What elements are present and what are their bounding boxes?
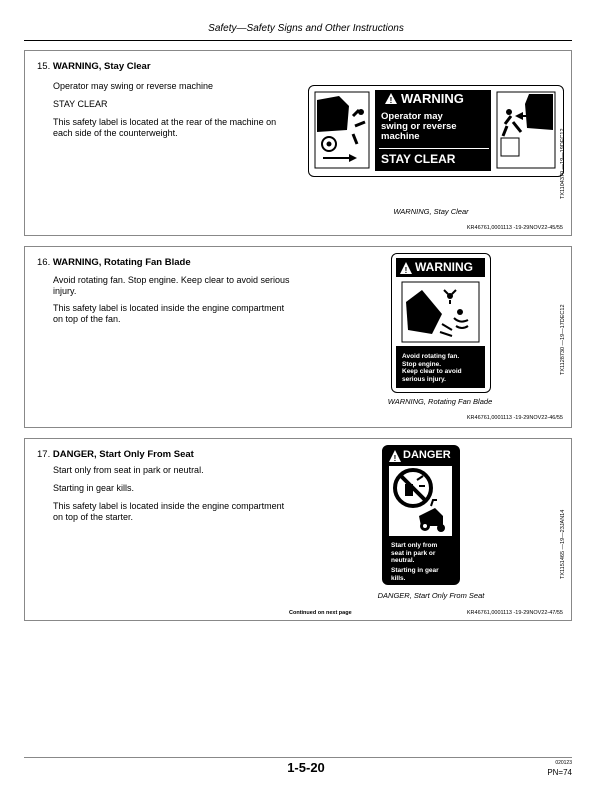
warning-rotating-fan-sign xyxy=(391,253,491,393)
section-paragraph: This safety label is located inside the engine compartment on top of the fan. xyxy=(53,303,285,324)
figure-code: TX1128730 —19—17DEC12 xyxy=(560,304,566,375)
section-number: 16. xyxy=(37,257,51,268)
page-header-title: Safety—Safety Signs and Other Instructions xyxy=(208,23,404,34)
section-heading xyxy=(37,61,151,72)
figure-caption: WARNING, Rotating Fan Blade xyxy=(387,397,493,406)
section-paragraph: Avoid rotating fan. Stop engine. Keep clear to avoid serious injury. xyxy=(53,275,290,296)
section-paragraph: Start only from seat in park or neutral. xyxy=(53,465,204,475)
svg-text:!: ! xyxy=(393,454,397,463)
section-danger-start-only-from-seat xyxy=(24,438,572,621)
section-heading xyxy=(37,257,191,268)
svg-text:!: ! xyxy=(404,266,408,275)
figure-code: TX1104370 —19—19DEC12 xyxy=(560,128,566,199)
section-paragraph: Starting in gear kills. xyxy=(53,483,135,493)
figure-caption: DANGER, Start Only From Seat xyxy=(377,591,485,600)
continued-note: Continued on next page xyxy=(289,610,352,616)
section-number: 17. xyxy=(37,449,51,460)
section-paragraph: This safety label is located inside the engine compartment on top of the starter. xyxy=(53,501,285,522)
sign-divider xyxy=(379,148,489,149)
header-rule xyxy=(24,40,572,41)
section-warning-rotating-fan xyxy=(24,246,572,428)
sign-line: kills. xyxy=(391,574,406,582)
page-number: 1-5-20 xyxy=(287,760,325,775)
sign-line: Start only from xyxy=(391,542,438,549)
section-title: WARNING, Stay Clear xyxy=(52,61,151,72)
section-paragraph: This safety label is located at the rear of the machine on each side of the counterweight. xyxy=(53,117,277,138)
section-paragraph: STAY CLEAR xyxy=(53,99,108,109)
svg-text:!: ! xyxy=(389,96,393,105)
sign-header: WARNING xyxy=(415,260,473,274)
section-title: WARNING, Rotating Fan Blade xyxy=(52,257,191,268)
sign-header: WARNING xyxy=(401,91,464,106)
section-heading xyxy=(37,449,194,460)
danger-start-from-seat-sign xyxy=(382,445,460,585)
sign-line: serious injury. xyxy=(402,375,446,383)
reference-code: KR46761,0001113 -19-29NOV22-46/55 xyxy=(466,415,563,421)
sign-line: neutral. xyxy=(391,557,415,564)
sign-line: Avoid rotating fan. xyxy=(402,353,460,360)
section-paragraph: Operator may swing or reverse machine xyxy=(53,81,214,91)
sign-line: Stop engine. xyxy=(402,360,441,368)
sign-line: machine xyxy=(381,131,420,142)
sign-footer: STAY CLEAR xyxy=(381,152,456,166)
sign-line: Operator may xyxy=(381,111,443,122)
footer-small-code: 020123 xyxy=(555,760,572,766)
section-number: 15. xyxy=(37,61,51,72)
figure-code: TX1151465 —19—23JAN14 xyxy=(560,509,566,579)
warning-stay-clear-sign xyxy=(308,85,564,177)
sign-line: Starting in gear xyxy=(391,567,439,574)
sign-line: swing or reverse xyxy=(381,121,457,132)
section-warning-stay-clear xyxy=(24,50,572,236)
sign-line: seat in park or xyxy=(391,549,436,557)
reference-code: KR46761,0001113 -19-29NOV22-47/55 xyxy=(466,610,563,616)
footer-rule xyxy=(24,757,572,758)
reference-code: KR46761,0001113 -19-29NOV22-45/55 xyxy=(466,225,563,231)
sign-header: DANGER xyxy=(403,449,451,461)
section-title: DANGER, Start Only From Seat xyxy=(52,449,194,460)
footer-pn: PN=74 xyxy=(547,768,572,777)
sign-line: Keep clear to avoid xyxy=(402,368,462,375)
figure-caption: WARNING, Stay Clear xyxy=(393,207,469,216)
